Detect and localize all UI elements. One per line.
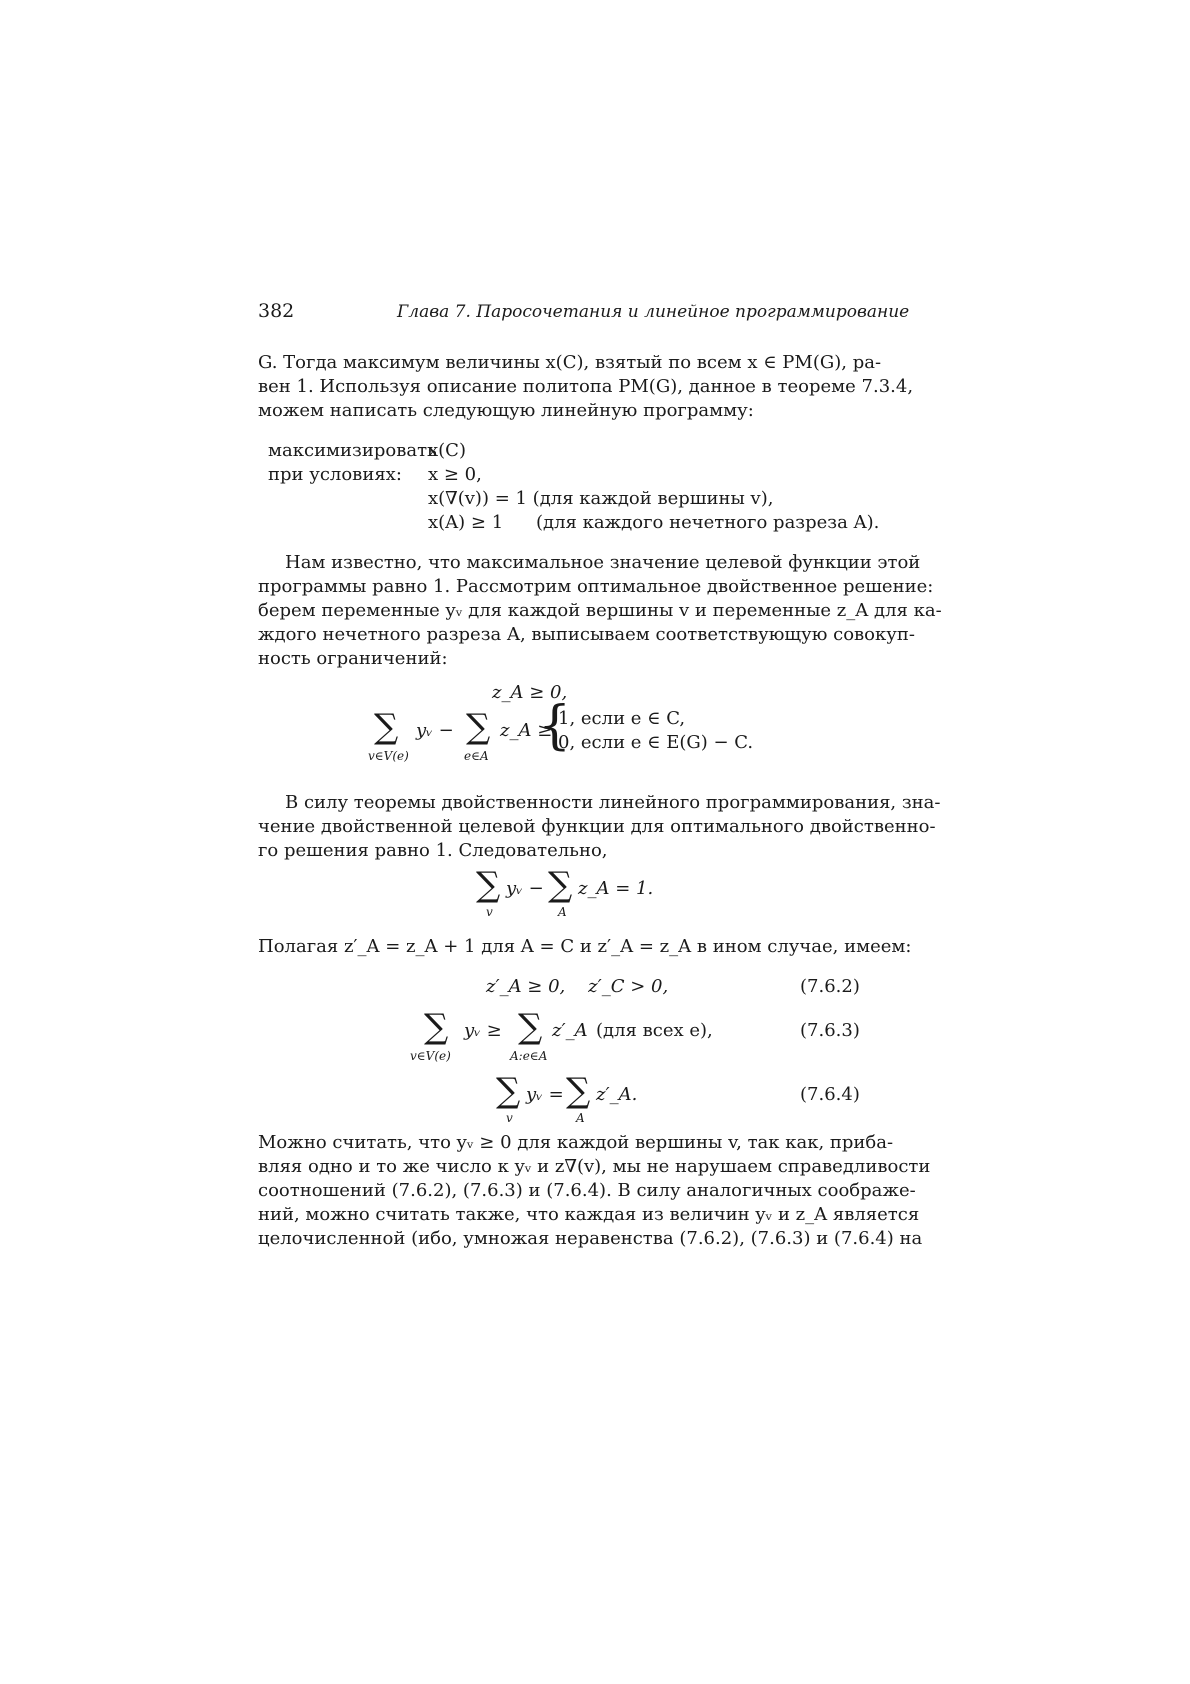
eq-number: (7.6.4) xyxy=(800,1084,860,1105)
objective: x(C) xyxy=(428,440,466,461)
sum-symbol: ∑ xyxy=(476,865,501,905)
constraint-1: x ≥ 0, xyxy=(428,464,482,485)
sum-symbol: ∑ xyxy=(566,1071,591,1111)
text-line: В силу теоремы двойственности линейного программирования, зна- xyxy=(285,792,941,813)
dual-sub-1: v∈V(e) xyxy=(368,749,409,763)
constraint-2: x(∇(v)) = 1 (для каждой вершины v), xyxy=(428,488,774,509)
sum-za: z_A = 1. xyxy=(578,878,654,899)
case-1: 1, если e ∈ C, xyxy=(558,708,686,729)
constraint-3-expr: x(A) ≥ 1 xyxy=(428,512,504,533)
text-line: чение двойственной целевой функции для оптимального двойственно- xyxy=(258,816,936,837)
sum-symbol: ∑ xyxy=(518,1007,543,1047)
sum-yv: yᵥ − xyxy=(506,878,544,899)
eq-763-sub-1: v∈V(e) xyxy=(410,1049,451,1063)
sum-symbol: ∑ xyxy=(466,707,491,747)
text-line: вен 1. Используя описание политопа PM(G), данное в теореме 7.3.4, xyxy=(258,376,914,397)
text-line: берем переменные yᵥ для каждой вершины v и переменные z_A для ка- xyxy=(258,600,942,621)
sum-sub-v: v xyxy=(486,905,493,919)
text-line: Можно считать, что yᵥ ≥ 0 для каждой вершины v, так как, приба- xyxy=(258,1132,894,1153)
text-line: целочисленной (ибо, умножая неравенства (7.6.2), (7.6.3) и (7.6.4) на xyxy=(258,1228,923,1249)
dual-yv: yᵥ − xyxy=(416,720,454,741)
eq-762-expr: z′_A ≥ 0, z′_C > 0, xyxy=(486,976,669,997)
eq-764-za: z′_A. xyxy=(596,1084,638,1105)
dual-line-1: z_A ≥ 0, xyxy=(492,682,568,703)
text-line: Нам известно, что максимальное значение целевой функции этой xyxy=(285,552,921,573)
eq-763-yv: yᵥ ≥ xyxy=(464,1020,502,1041)
case-2: 0, если e ∈ E(G) − C. xyxy=(558,732,754,753)
dual-za: z_A ≥ xyxy=(500,720,553,741)
text-line: соотношений (7.6.2), (7.6.3) и (7.6.4). В силу аналогичных соображе- xyxy=(258,1180,916,1201)
text-line: G. Тогда максимум величины x(C), взятый по всем x ∈ PM(G), ра- xyxy=(258,352,882,373)
text-line: можем написать следующую линейную программу: xyxy=(258,400,754,421)
text-line: го решения равно 1. Следовательно, xyxy=(258,840,608,861)
text-line: ждого нечетного разреза A, выписываем соответствующую совокуп- xyxy=(258,624,915,645)
eq-number: (7.6.2) xyxy=(800,976,860,997)
maximize-label: максимизировать xyxy=(268,440,437,461)
text-line: Полагая z′_A = z_A + 1 для A = C и z′_A = z_A в ином случае, имеем: xyxy=(258,936,912,957)
page-number: 382 xyxy=(258,300,295,322)
text-line: ность ограничений: xyxy=(258,648,448,669)
sum-symbol: ∑ xyxy=(424,1007,449,1047)
eq-764-sub-v: v xyxy=(506,1111,513,1125)
eq-763-sub-2: A:e∈A xyxy=(510,1049,548,1063)
eq-763-za: z′_A xyxy=(552,1020,588,1041)
text-line: ний, можно считать также, что каждая из величин yᵥ и z_A является xyxy=(258,1204,920,1225)
eq-number: (7.6.3) xyxy=(800,1020,860,1041)
cases-brace: { xyxy=(538,696,572,756)
sum-symbol: ∑ xyxy=(374,707,399,747)
text-line: вляя одно и то же число к yᵥ и z∇(v), мы не нарушаем справедливости xyxy=(258,1156,931,1177)
sum-sub-A: A xyxy=(558,905,567,919)
eq-764-sub-A: A xyxy=(576,1111,585,1125)
dual-sub-2: e∈A xyxy=(464,749,489,763)
text-line: программы равно 1. Рассмотрим оптимальное двойственное решение: xyxy=(258,576,934,597)
eq-764-yv: yᵥ = xyxy=(526,1084,564,1105)
constraint-3-note: (для каждого нечетного разреза A). xyxy=(536,512,880,533)
running-title: Глава 7. Паросочетания и линейное программирование xyxy=(397,302,910,322)
subject-label: при условиях: xyxy=(268,464,402,485)
eq-763-note: (для всех e), xyxy=(596,1020,713,1041)
sum-symbol: ∑ xyxy=(496,1071,521,1111)
sum-symbol: ∑ xyxy=(548,865,573,905)
